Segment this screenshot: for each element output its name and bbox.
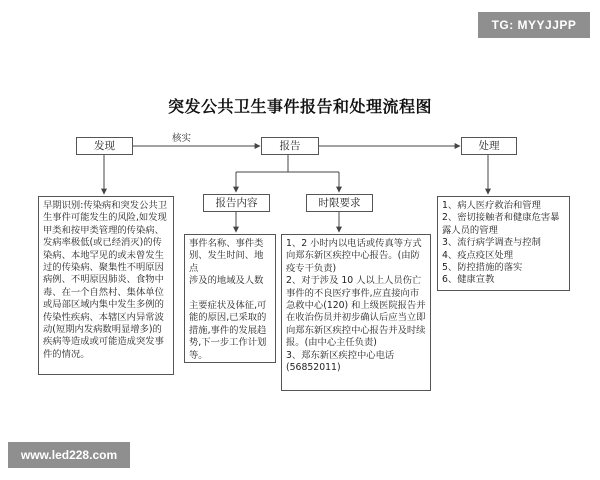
handle-detail-box: 1、病人医疗救治和管理 2、密切接触者和健康危害暴露人员的管理 3、流行病学调查与控制 4、疫点疫区处理 5、防控措施的落实 6、健康宣教: [437, 196, 570, 291]
discover-detail-box: 早期识别:传染病和突发公共卫生事件可能发生的风险,如发现甲类和按甲类管理的传染病、发病率极低(或已经消灭)的传染病、本地罕见的或未曾发生过的传染病、聚集性不明原因病例、不明原因肺炎、食物中毒、在一个自然村、集体单位或局部区域内集中发生多例的传染性疾病、本辖区内异常波动(短期内发病数明显增多)的疾病等造成或可能造成突发事件的情况。: [38, 196, 174, 375]
node-discover: 发现: [76, 137, 133, 155]
bottom-left-watermark: www.led228.com: [8, 442, 130, 468]
time-limit-detail-box: 1、2 小时内以电话或传真等方式向郑东新区疾控中心报告。(由防疫专干负责) 2、对于涉及 10 人以上人员伤亡事件的不良医疗事件,应直接向市急救中心(120) 和上级医院报告并在收治伤员并初步确认后应当立即向郑东新区疾控中心报告并及时续报。(由中心主任负责) 3、郑东新区疾控中心电话(56852011): [281, 234, 431, 391]
top-right-watermark: TG: MYYJJPP: [478, 12, 590, 38]
node-report-content: 报告内容: [203, 194, 270, 212]
node-time-limit: 时限要求: [306, 194, 373, 212]
diagram-title: 突发公共卫生事件报告和处理流程图: [167, 97, 432, 116]
node-report: 报告: [261, 137, 319, 155]
node-handle: 处理: [461, 137, 517, 155]
report-content-detail-box: 事件名称、事件类别、发生时间、地点 涉及的地域及人数 主要症状及体征,可能的原因,已采取的措施,事件的发展趋势,下一步工作计划等。: [184, 234, 276, 363]
verify-label: 核实: [172, 133, 192, 144]
